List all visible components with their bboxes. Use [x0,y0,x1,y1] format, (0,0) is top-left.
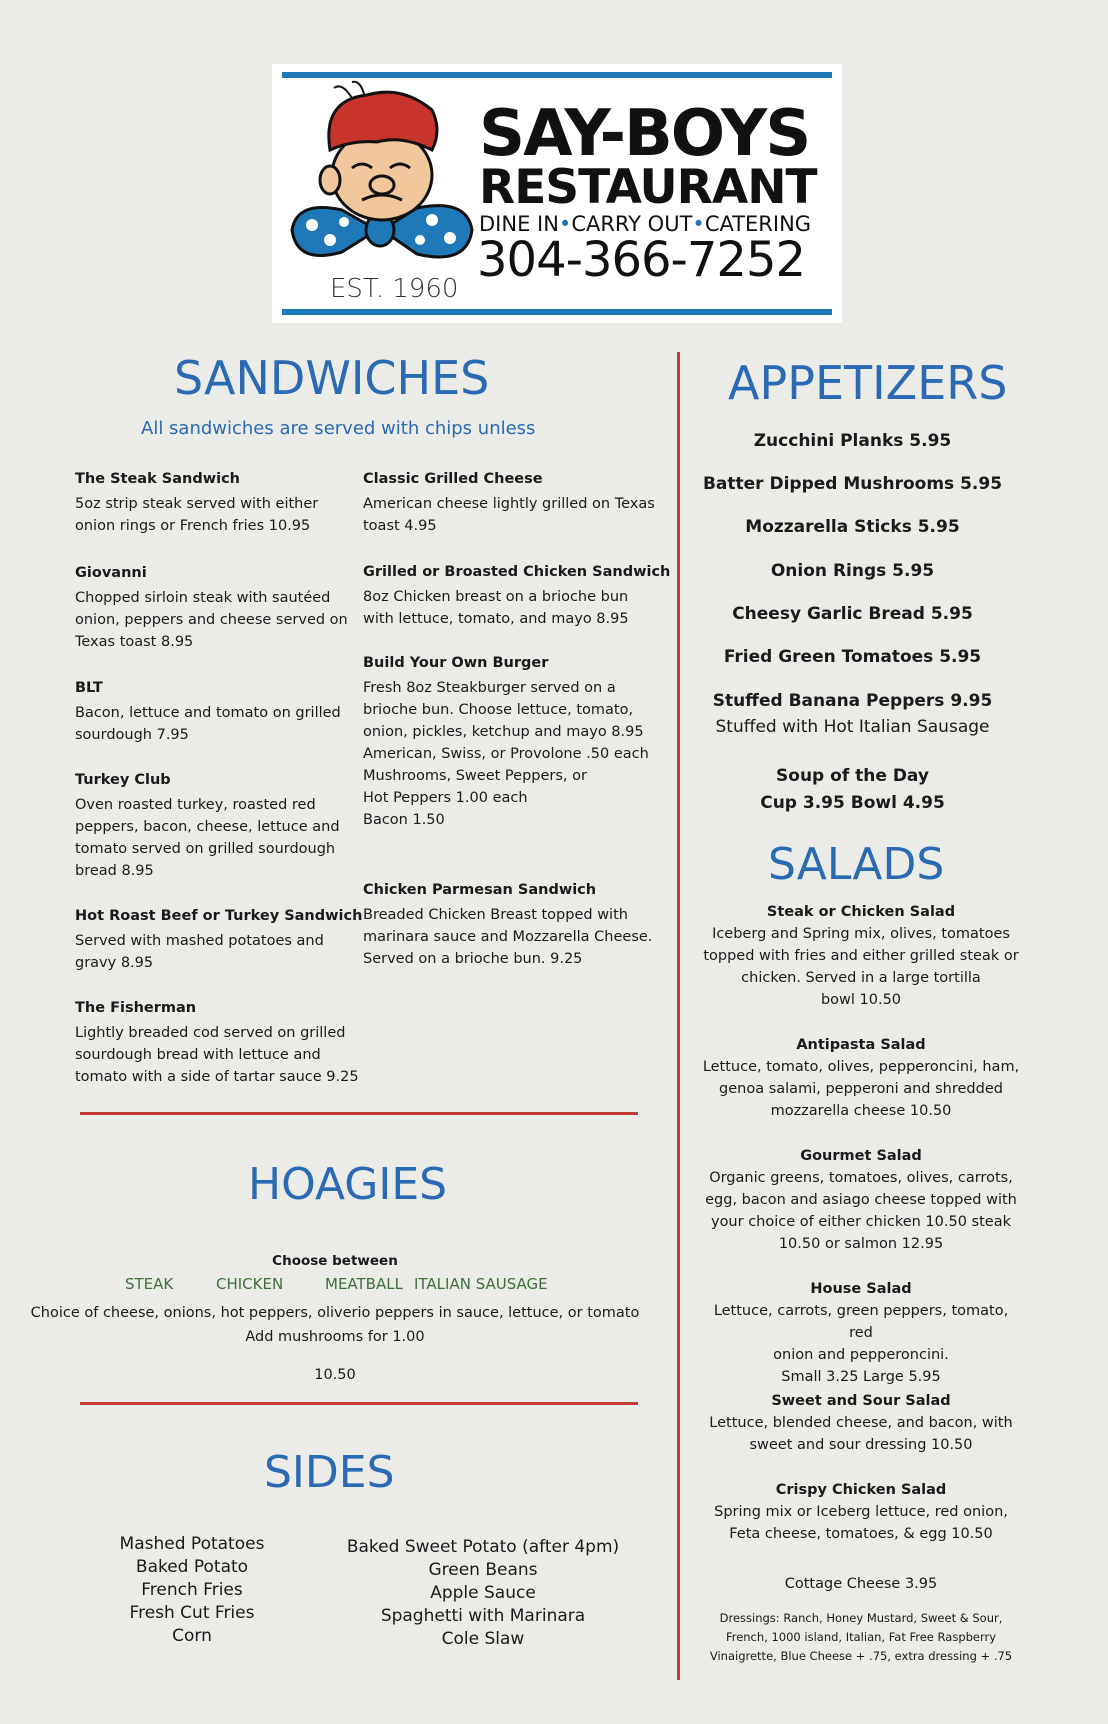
item-desc: topped with fries and either grilled steak or [703,948,1019,964]
item-desc: onion rings or French fries 10.95 [75,518,311,534]
hoagie-option-chicken: CHICKEN [216,1275,284,1293]
item-name: Build Your Own Burger [363,655,549,671]
phone-number: 304-366-7252 [477,232,806,288]
item-name: Chicken Parmesan Sandwich [363,882,597,898]
item-name: Grilled or Broasted Chicken Sandwich [363,564,671,580]
item-desc: Lettuce, blended cheese, and bacon, with [709,1415,1013,1431]
salad-item [700,1390,1022,1456]
appetizer-item: Fried Green Tomatoes 5.95 [723,647,982,667]
restaurant-name-line1: SAY-BOYS [479,97,810,171]
tagline-dot-icon: • [558,212,572,236]
item-desc: Hot Peppers 1.00 each [363,790,528,806]
logo-top-bar [282,72,832,78]
item-desc: Spring mix or Iceberg lettuce, red onion, [714,1504,1008,1520]
item-desc: genoa salami, pepperoni and shredded [719,1081,1003,1097]
item-desc: Lettuce, tomato, olives, pepperoncini, ham, [702,1059,1020,1075]
item-desc: onion, peppers and cheese served on [75,612,348,628]
item-desc: Chopped sirloin steak with sautéed [75,590,331,606]
tagline-carry-out: CARRY OUT [571,212,693,236]
item-desc: with lettuce, tomato, and mayo 8.95 [363,611,629,627]
side-item: Fresh Cut Fries [129,1603,255,1623]
mascot-illustration [282,80,482,270]
side-item: French Fries [141,1580,243,1600]
item-desc: Served on a brioche bun. 9.25 [363,951,583,967]
item-desc: Bacon 1.50 [363,812,445,828]
appetizer-item: Batter Dipped Mushrooms 5.95 [702,474,1003,494]
sides-title: SIDES [264,1447,395,1498]
restaurant-logo [272,64,842,323]
appetizer-item: Stuffed Banana Peppers 9.95 [712,691,993,711]
item-name: Antipasta Salad [796,1037,926,1053]
menu-item [75,905,362,974]
appetizers-title: APPETIZERS [728,356,1008,410]
item-desc: your choice of either chicken 10.50 steak [710,1214,1011,1230]
item-name: BLT [75,680,103,696]
hoagies-choose: Choose between [272,1253,398,1269]
menu-item [363,879,652,970]
item-desc: 5oz strip steak served with either [75,496,319,512]
tagline-dine-in: DINE IN [479,212,559,236]
salad-item [700,1479,1022,1545]
item-desc: onion, pickles, ketchup and mayo 8.95 [363,724,644,740]
menu-item [75,677,341,746]
item-desc: Bacon, lettuce and tomato on grilled [75,705,341,721]
item-desc: 10.50 or salmon 12.95 [778,1236,944,1252]
item-desc: gravy 8.95 [75,955,154,971]
hoagie-option-italian-sausage: ITALIAN SAUSAGE [414,1275,548,1293]
salad-item [700,1278,1022,1388]
item-name: The Fisherman [75,1000,197,1016]
side-item: Spaghetti with Marinara [380,1606,586,1626]
item-name: Gourmet Salad [800,1148,922,1164]
item-desc: Iceberg and Spring mix, olives, tomatoes [712,926,1010,942]
side-item: Baked Potato [135,1557,249,1577]
menu-item [75,997,359,1088]
item-desc: Texas toast 8.95 [75,634,194,650]
column-divider [677,352,680,1680]
soup-prices: Cup 3.95 Bowl 4.95 [760,793,945,813]
sides-list-left [92,1533,292,1648]
appetizer-note: Stuffed with Hot Italian Sausage [715,717,990,737]
item-desc: Fresh 8oz Steakburger served on a [363,680,616,696]
hoagies-desc: Choice of cheese, onions, hot peppers, oliverio peppers in sauce, lettuce, or tomato [30,1305,640,1321]
item-desc: marinara sauce and Mozzarella Cheese. [363,929,653,945]
item-desc: Mushrooms, Sweet Peppers, or [363,768,587,784]
item-name: Steak or Chicken Salad [766,904,956,920]
appetizer-item: Onion Rings 5.95 [770,561,935,581]
appetizer-item: Zucchini Planks 5.95 [753,431,952,451]
hoagie-option-meatball: MEATBALL [325,1275,403,1293]
item-name: Crispy Chicken Salad [775,1482,947,1498]
dressings-line: Vinaigrette, Blue Cheese + .75, extra dressing + .75 [709,1649,1013,1663]
dressings [700,1609,1022,1666]
item-desc: Lightly breaded cod served on grilled [75,1025,346,1041]
salad-item [700,1034,1022,1122]
hoagies-price: 10.50 [314,1367,356,1383]
item-desc: Lettuce, carrots, green peppers, tomato, red [713,1303,1009,1341]
tagline-catering: CATERING [704,212,812,236]
item-desc: sourdough 7.95 [75,727,189,743]
section-divider [80,1112,638,1115]
item-desc: American, Swiss, or Provolone .50 each [363,746,649,762]
menu-item [363,468,655,537]
item-desc: onion and pepperoncini. [773,1347,949,1363]
item-desc: egg, bacon and asiago cheese topped with [705,1192,1017,1208]
tagline-dot-icon: • [692,212,705,236]
item-desc: bread 8.95 [75,863,154,879]
item-name: Hot Roast Beef or Turkey Sandwich [75,908,363,924]
restaurant-name-line2: RESTAURANT [479,160,817,215]
item-name: Turkey Club [75,772,171,788]
salad-item [700,901,1022,1011]
side-item: Baked Sweet Potato (after 4pm) [346,1537,620,1557]
side-item: Mashed Potatoes [119,1534,265,1554]
item-desc: Served with mashed potatoes and [75,933,324,949]
item-desc: Feta cheese, tomatoes, & egg 10.50 [729,1526,993,1542]
soup-title: Soup of the Day [776,766,929,786]
item-desc: Oven roasted turkey, roasted red [75,797,316,813]
item-desc: 8oz Chicken breast on a brioche bun [363,589,629,605]
item-name: The Steak Sandwich [75,471,240,487]
item-desc: peppers, bacon, cheese, lettuce and [75,819,340,835]
menu-item [75,562,348,653]
section-divider [80,1402,638,1405]
salads-title: SALADS [768,839,945,890]
item-desc: tomato with a side of tartar sauce 9.25 [75,1069,359,1085]
established-year: EST. 1960 [330,274,459,304]
side-item: Corn [172,1626,212,1646]
item-desc: Organic greens, tomatoes, olives, carrots, [709,1170,1013,1186]
cottage-cheese: Cottage Cheese 3.95 [784,1576,938,1592]
sides-list-right [338,1536,628,1651]
item-desc: mozzarella cheese 10.50 [770,1103,952,1119]
salad-item [700,1145,1022,1255]
appetizer-item: Mozzarella Sticks 5.95 [745,517,960,537]
item-desc: tomato served on grilled sourdough [75,841,336,857]
hoagie-option-steak: STEAK [125,1275,174,1293]
side-item: Green Beans [428,1560,538,1580]
side-item: Apple Sauce [430,1583,536,1603]
item-desc: Breaded Chicken Breast topped with [363,907,628,923]
sandwiches-note: All sandwiches are served with chips unless [141,418,536,439]
appetizer-item: Cheesy Garlic Bread 5.95 [732,604,973,624]
hoagies-title: HOAGIES [248,1159,448,1210]
item-desc: brioche bun. Choose lettuce, tomato, [363,702,634,718]
item-desc: sweet and sour dressing 10.50 [749,1437,973,1453]
menu-item [363,652,649,831]
dressings-line: French, 1000 island, Italian, Fat Free Raspberry [725,1630,997,1644]
menu-item [75,468,318,537]
sandwiches-title: SANDWICHES [174,351,490,405]
menu-item [75,769,340,882]
item-name: Sweet and Sour Salad [771,1393,951,1409]
item-name: House Salad [810,1281,912,1297]
item-name: Giovanni [75,565,147,581]
hoagies-addon: Add mushrooms for 1.00 [245,1329,425,1345]
item-desc: Small 3.25 Large 5.95 [781,1369,941,1385]
logo-bottom-bar [282,309,832,315]
item-desc: toast 4.95 [363,518,437,534]
item-desc: chicken. Served in a large tortilla [741,970,981,986]
menu-item [363,561,670,630]
dressings-line: Dressings: Ranch, Honey Mustard, Sweet & Sour, [719,1611,1003,1625]
item-name: Classic Grilled Cheese [363,471,543,487]
side-item: Cole Slaw [441,1629,525,1649]
item-desc: American cheese lightly grilled on Texas [363,496,655,512]
item-desc: sourdough bread with lettuce and [75,1047,321,1063]
item-desc: bowl 10.50 [820,992,902,1008]
